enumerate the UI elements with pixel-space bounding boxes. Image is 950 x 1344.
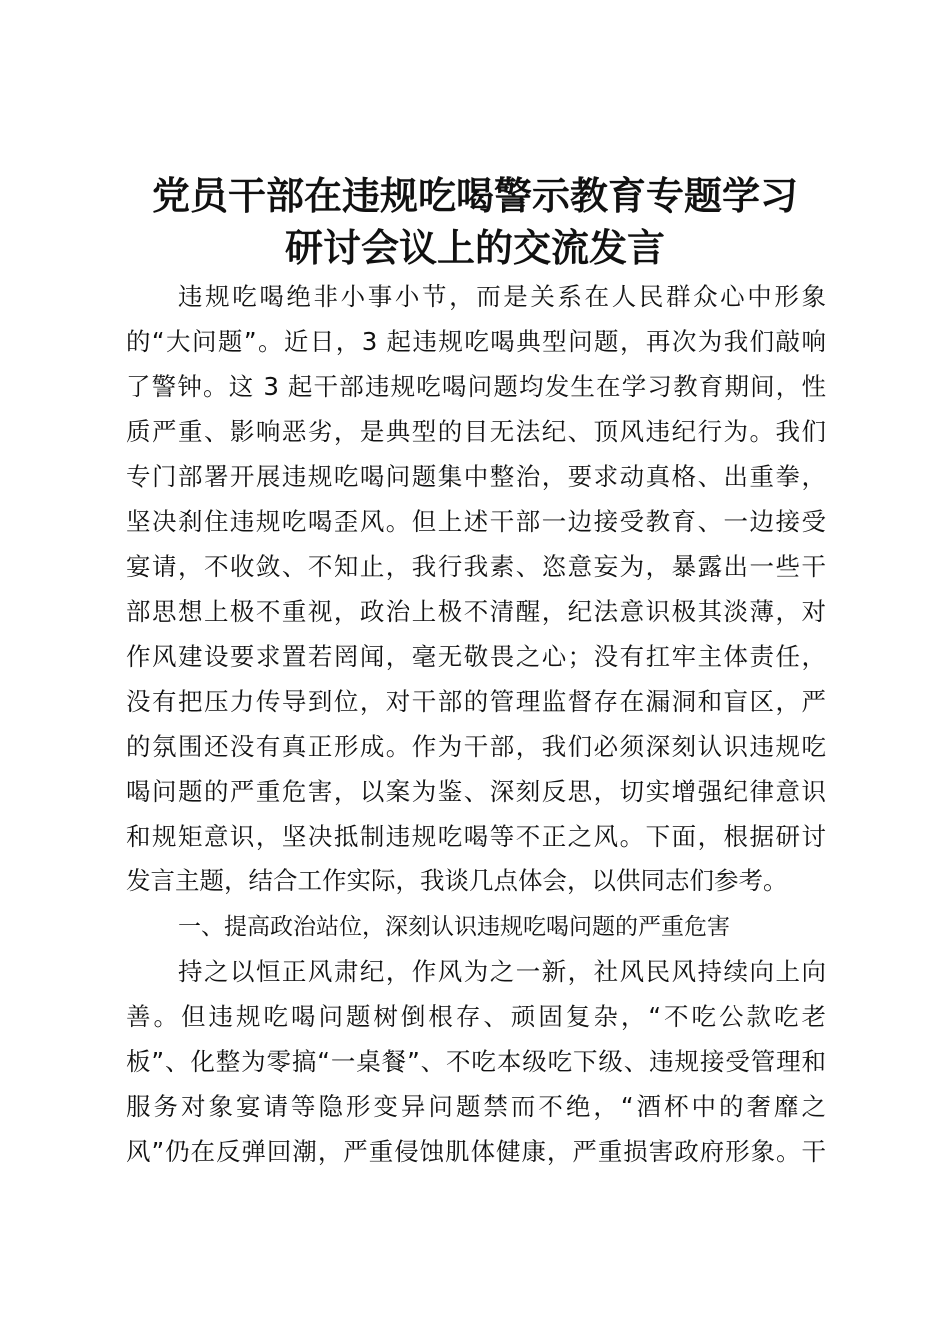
body-line: 坚决刹住违规吃喝歪风。但上述干部一边接受教育、一边接受 [126, 507, 826, 536]
body-line: 专门部署开展违规吃喝问题集中整治，要求动真格、出重拳， [126, 462, 826, 491]
body-line: 没有把压力传导到位，对干部的管理监督存在漏洞和盲区，严 [126, 687, 826, 716]
body-line: 部思想上极不重视，政治上极不清醒，纪法意识极其淡薄，对 [126, 597, 826, 626]
body-line: 喝问题的严重危害，以案为鉴、深刻反思，切实增强纪律意识 [126, 777, 826, 806]
body-line: 作风建设要求置若罔闻，毫无敬畏之心；没有扛牢主体责任， [126, 642, 826, 671]
body-line: 服务对象宴请等隐形变异问题禁而不绝，“酒杯中的奢靡之 [126, 1092, 826, 1121]
document-title-line-2: 研讨会议上的交流发言 [284, 226, 665, 270]
body-line: 的“大问题”。近日，3 起违规吃喝典型问题，再次为我们敲响 [126, 327, 826, 356]
section-heading: 一、提高政治站位，深刻认识违规吃喝问题的严重危害 [178, 914, 730, 940]
body-line: 持之以恒正风肃纪，作风为之一新，社风民风持续向上向 [178, 957, 826, 986]
document-title-line-1: 党员干部在违规吃喝警示教育专题学习 [151, 174, 798, 218]
body-line: 发言主题，结合工作实际，我谈几点体会，以供同志们参考。 [126, 866, 788, 895]
body-line: 了警钟。这 3 起干部违规吃喝问题均发生在学习教育期间，性 [126, 372, 826, 401]
body-line: 风”仍在反弹回潮，严重侵蚀肌体健康，严重损害政府形象。干 [126, 1137, 826, 1166]
body-line: 板”、化整为零搞“一桌餐”、不吃本级吃下级、违规接受管理和 [126, 1047, 826, 1076]
body-line: 和规矩意识，坚决抵制违规吃喝等不正之风。下面，根据研讨 [126, 822, 826, 851]
body-line: 的氛围还没有真正形成。作为干部，我们必须深刻认识违规吃 [126, 732, 826, 761]
body-line: 善。但违规吃喝问题树倒根存、顽固复杂，“不吃公款吃老 [126, 1002, 826, 1031]
body-line: 质严重、影响恶劣，是典型的目无法纪、顶风违纪行为。我们 [126, 417, 826, 446]
body-line: 宴请，不收敛、不知止，我行我素、恣意妄为，暴露出一些干 [126, 552, 826, 581]
body-line: 违规吃喝绝非小事小节，而是关系在人民群众心中形象 [178, 282, 826, 311]
